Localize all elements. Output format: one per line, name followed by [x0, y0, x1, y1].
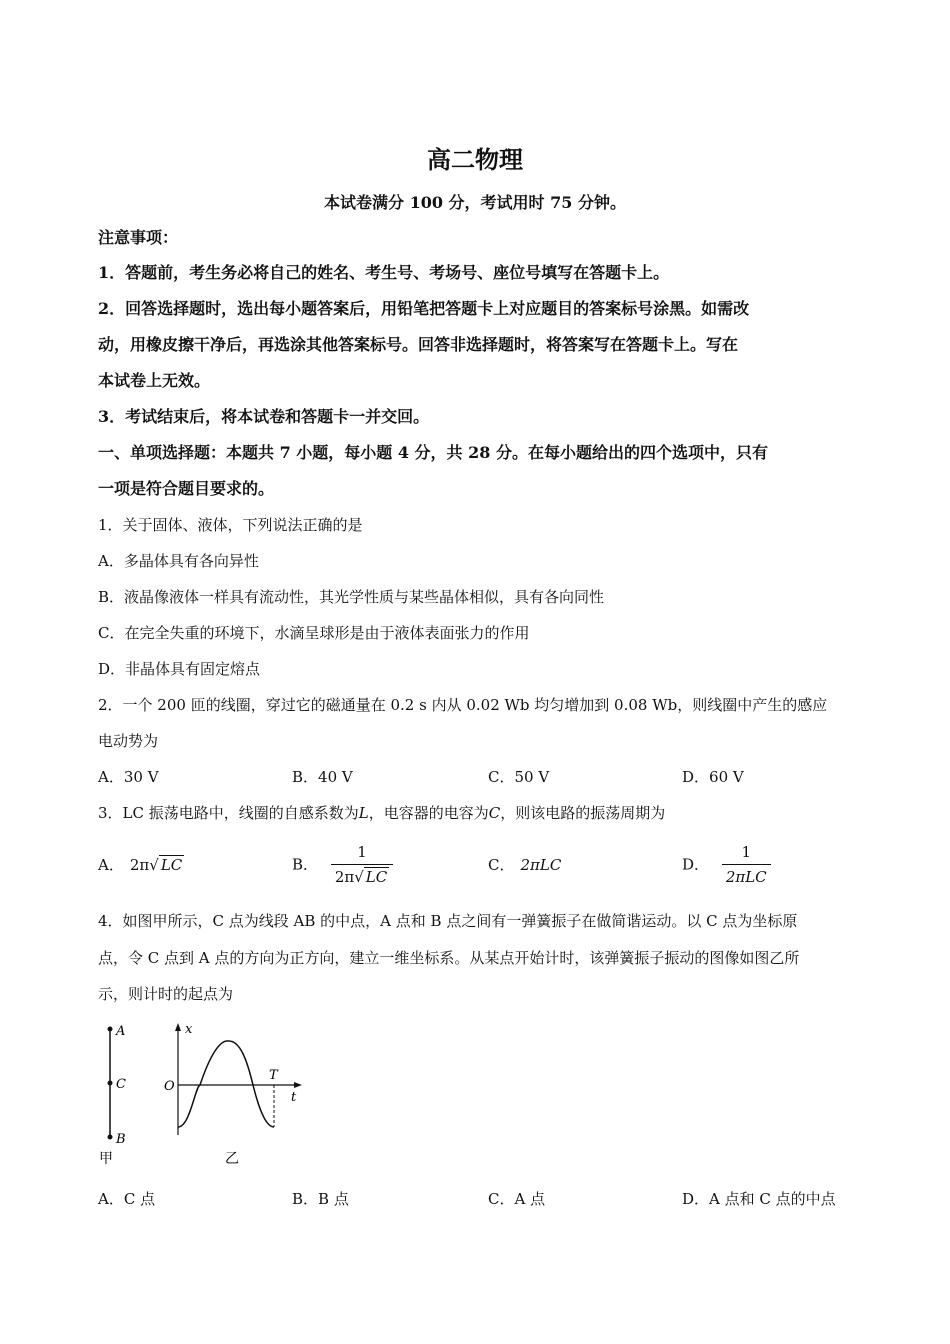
q3-option-d-denominator: 2πLC [725, 868, 767, 886]
q3-option-d-label: D． [682, 855, 710, 874]
q3-option-c [488, 855, 561, 875]
q4-option-b: B．B 点 [292, 1190, 349, 1208]
note-2-line-2: 动，用橡皮擦干净后，再选涂其他答案标号。回答非选择题时，将答案写在答题卡上。写在 [98, 335, 739, 354]
q3-option-a-label: A． [98, 856, 124, 874]
point-a [108, 1027, 113, 1032]
label-b: B [116, 1132, 126, 1147]
q3-option-d [682, 842, 771, 887]
point-c [108, 1081, 113, 1086]
q3-option-d-numerator: 1 [722, 842, 771, 865]
q3-option-b-numerator: 1 [331, 842, 393, 865]
q4-stem-line-3: 示，则计时的起点为 [98, 985, 234, 1003]
q2-option-a: A．30 V [98, 768, 159, 786]
q1-option-c: C．在完全失重的环境下，水滴呈球形是由于液体表面张力的作用 [98, 624, 530, 642]
note-2-line-3: 本试卷上无效。 [98, 371, 211, 390]
notes-heading: 注意事项： [98, 228, 179, 247]
q3-option-b-den-coef: 2π [334, 868, 355, 886]
q3-option-b-label: B． [292, 855, 319, 874]
caption-jia: 甲 [99, 1151, 113, 1167]
page-title: 高二物理 [427, 145, 523, 174]
q3-option-d-fraction [722, 842, 771, 887]
q3-stem-part-a: 3．LC 振荡电路中，线圈的自感系数为 [98, 804, 359, 822]
note-2-line-1: 2．回答选择题时，选出每小题答案后，用铅笔把答题卡上对应题目的答案标号涂黑。如需改 [98, 299, 750, 318]
q2-stem-line-2: 电动势为 [98, 732, 159, 750]
q1-option-b: B．液晶像液体一样具有流动性，其光学性质与某些晶体相似，具有各向同性 [98, 588, 605, 606]
q3-symbol-l: L [358, 804, 369, 822]
q2-stem-line-1: 2．一个 200 匝的线圈，穿过它的磁通量在 0.2 s 内从 0.02 Wb 均匀增加到 0.08 Wb，则线圈中产生的感应 [98, 696, 828, 714]
q3-option-b-denominator [331, 865, 393, 887]
q4-stem-line-2: 点，令 C 点到 A 点的方向为正方向，建立一维坐标系。从某点开始计时，该弹簧振子振动的图像如图乙所 [98, 949, 800, 967]
label-a: A [116, 1024, 126, 1039]
q3-option-b-fraction [331, 842, 393, 887]
axis-t-label: t [291, 1090, 297, 1105]
note-3: 3．考试结束后，将本试卷和答题卡一并交回。 [98, 407, 430, 426]
q3-stem [98, 803, 665, 823]
axis-x-label: x [185, 1022, 193, 1037]
q4-option-c: C．A 点 [488, 1190, 546, 1208]
figure-jia [99, 1024, 126, 1167]
section-heading-line-2: 一项是符合题目要求的。 [98, 479, 275, 498]
q3-option-c-value: 2πLC [520, 856, 562, 874]
sqrt-icon: √ [354, 868, 364, 886]
label-c: C [116, 1077, 126, 1092]
q4-option-d: D．A 点和 C 点的中点 [682, 1190, 836, 1208]
q1-option-a: A．多晶体具有各向异性 [98, 552, 259, 570]
q1-option-d: D．非晶体具有固定熔点 [98, 660, 261, 678]
period-label: T [269, 1068, 278, 1083]
section-heading-line-1: 一、单项选择题：本题共 7 小题，每小题 4 分，共 28 分。在每小题给出的四个选项中，只有 [98, 443, 768, 462]
q3-option-a-radicand: LC [160, 856, 183, 874]
caption-yi: 乙 [225, 1151, 239, 1167]
q4-option-a: A．C 点 [98, 1190, 156, 1208]
q2-option-d: D．60 V [682, 768, 744, 786]
q3-option-c-label: C． [488, 856, 515, 874]
q4-figure [95, 1015, 325, 1175]
q3-option-b-den-radicand: LC [365, 868, 388, 886]
note-1: 1．答题前，考生务必将自己的姓名、考生号、考场号、座位号填写在答题卡上。 [98, 263, 670, 282]
origin-label: O [164, 1079, 175, 1094]
point-b [108, 1135, 113, 1140]
q3-symbol-c: C [488, 804, 501, 822]
x-axis-arrow-icon [175, 1023, 181, 1031]
exam-info: 本试卷满分 100 分，考试用时 75 分钟。 [324, 193, 626, 212]
figure-yi [164, 1022, 302, 1167]
q3-stem-part-b: ，电容器的电容为 [368, 804, 489, 822]
q3-option-a [98, 855, 184, 875]
q4-stem-line-1: 4．如图甲所示，C 点为线段 AB 的中点，A 点和 B 点之间有一弹簧振子在做简谐运动。以 C 点为坐标原 [98, 912, 798, 930]
q2-option-c: C．50 V [488, 768, 550, 786]
oscillation-curve [178, 1041, 274, 1127]
t-axis-arrow-icon [294, 1082, 302, 1088]
q3-option-b [292, 842, 393, 887]
sqrt-icon: √ [149, 856, 159, 874]
q2-option-b: B．40 V [292, 768, 353, 786]
q3-stem-part-c: ，则该电路的振荡周期为 [500, 804, 666, 822]
q3-option-a-coef: 2π [129, 856, 150, 874]
q1-stem: 1．关于固体、液体，下列说法正确的是 [98, 516, 363, 534]
